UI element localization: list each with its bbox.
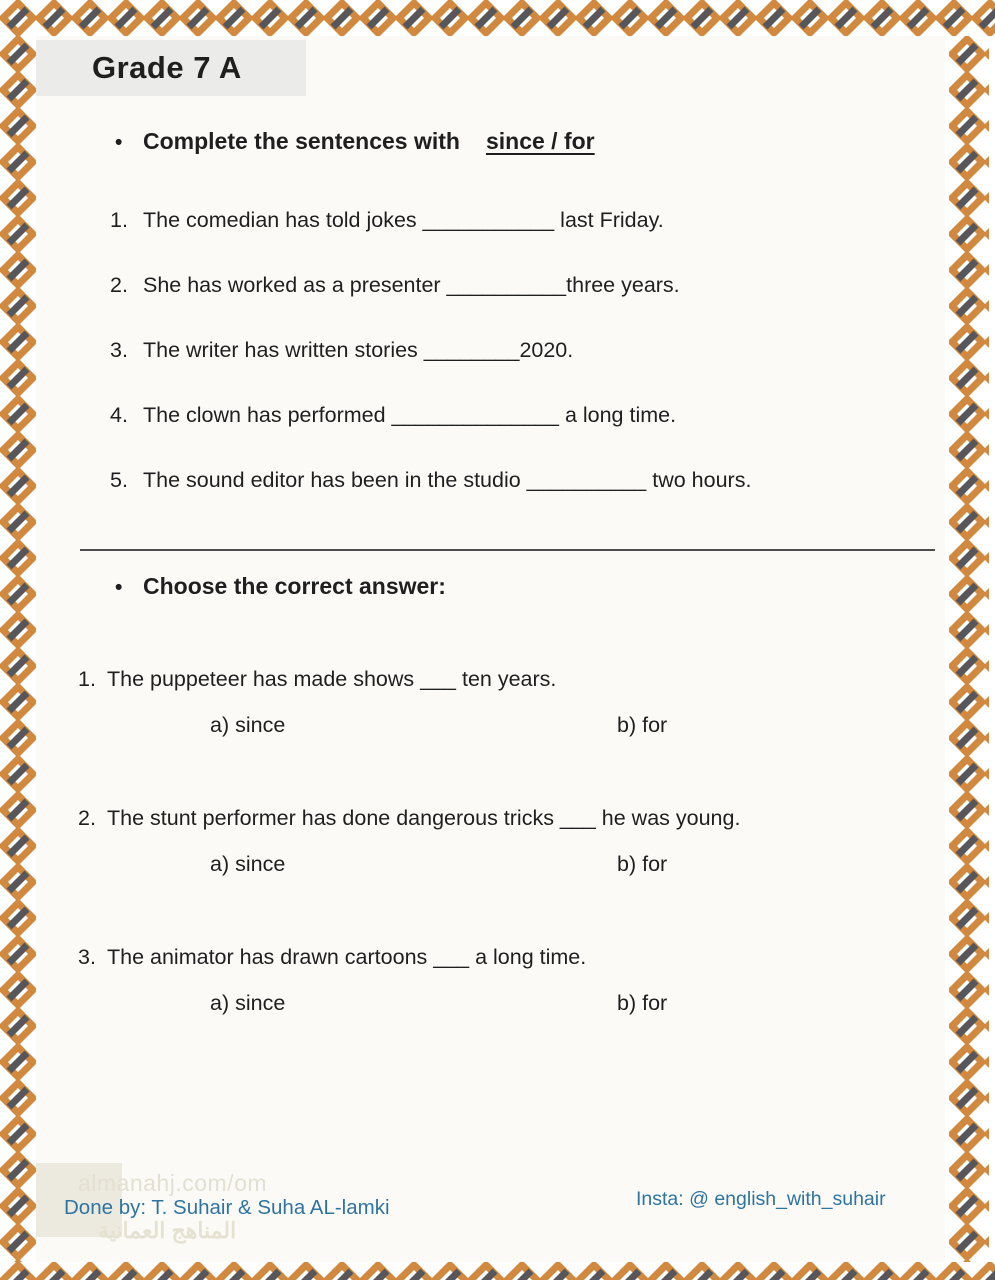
fill-sentence [110, 402, 947, 428]
sentence-number: 1. [110, 208, 128, 232]
question-text: The stunt performer has done dangerous tricks ___ he was young. [107, 806, 741, 830]
question-number: 3. [78, 945, 96, 969]
option-b: b) for [617, 713, 668, 737]
sentence-text: The writer has written stories ________2020. [143, 338, 574, 362]
section-divider-line [80, 549, 935, 551]
fill-sentence-list [36, 207, 947, 493]
fill-sentence [110, 272, 947, 298]
option-b: b) for [617, 852, 668, 876]
sentence-text: The sound editor has been in the studio __________ two hours. [143, 468, 752, 492]
bullet-icon: • [115, 576, 123, 599]
border-pattern-right [945, 0, 995, 1280]
section-heading-keyword: since / for [485, 128, 595, 154]
question-text: The animator has drawn cartoons ___ a long time. [107, 945, 587, 969]
fill-sentence [110, 467, 947, 493]
watermark-arabic-text: المناهج العمانية [98, 1218, 237, 1243]
option-a: a) since [210, 852, 286, 876]
sentence-number: 4. [110, 403, 128, 427]
border-pattern-left [0, 0, 36, 1280]
page-title: Grade 7 A [92, 50, 242, 85]
border-pattern-top [0, 0, 995, 36]
section-heading-text: Choose the correct answer: [143, 573, 446, 599]
grade-title-box [36, 40, 306, 96]
mc-question [78, 805, 947, 831]
multiple-choice-list [36, 666, 947, 1017]
sentence-text: The comedian has told jokes ___________ last Friday. [143, 208, 664, 232]
question-number: 1. [78, 667, 96, 691]
option-a: a) since [210, 991, 286, 1015]
footer-done-by: Done by: T. Suhair & Suha AL-lamki [64, 1196, 390, 1219]
worksheet-page [36, 36, 947, 1262]
watermark-site-text: almanahj.com/om [78, 1170, 268, 1196]
mc-options-row [36, 713, 947, 739]
mc-question [78, 944, 947, 970]
sentence-number: 2. [110, 273, 128, 297]
fill-sentence [110, 337, 947, 363]
sentence-text: The clown has performed ______________ a long time. [143, 403, 677, 427]
option-a: a) since [210, 713, 286, 737]
sentence-text: She has worked as a presenter __________three years. [143, 273, 680, 297]
mc-options-row [36, 852, 947, 878]
mc-question [78, 666, 947, 692]
border-pattern-bottom [0, 1262, 995, 1280]
sentence-number: 3. [110, 338, 128, 362]
option-b: b) for [617, 991, 668, 1015]
section-heading-choose [115, 573, 947, 600]
mc-options-row [36, 991, 947, 1017]
section-heading-text: Complete the sentences with [143, 128, 460, 154]
question-text: The puppeteer has made shows ___ ten years. [107, 667, 557, 691]
section-heading-complete [115, 128, 947, 155]
question-number: 2. [78, 806, 96, 830]
fill-sentence [110, 207, 947, 233]
sentence-number: 5. [110, 468, 128, 492]
footer-instagram: Insta: @ english_with_suhair [636, 1188, 886, 1210]
bullet-icon: • [115, 131, 123, 154]
